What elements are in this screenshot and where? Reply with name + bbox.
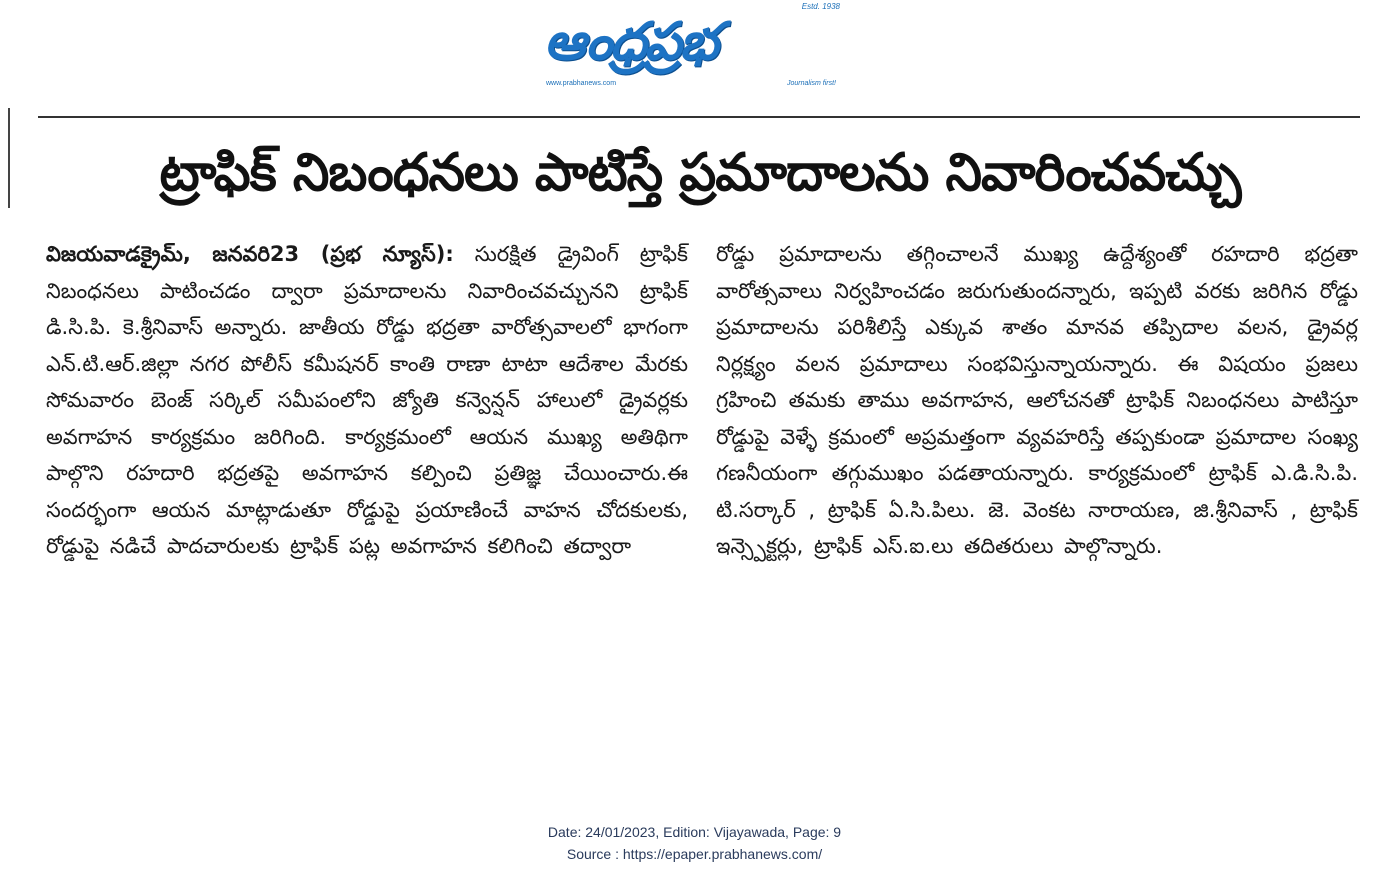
newspaper-logo: ఆంధ్రప్రభ xyxy=(544,12,717,72)
website-label: www.prabhanews.com xyxy=(546,80,617,87)
article-column-right xyxy=(716,236,1358,565)
article-dateline: విజయవాడక్రైమ్, జనవరి23 (ప్రభ న్యూస్): xyxy=(46,242,454,266)
edition-info: Date: 24/01/2023, Edition: Vijayawada, Page: 9 xyxy=(547,824,842,840)
column-rule-left xyxy=(8,108,10,208)
estd-label: Estd. 1938 xyxy=(801,2,840,11)
tagline: Journalism first! xyxy=(786,80,836,87)
article-column-left xyxy=(46,236,688,565)
headline-rule xyxy=(38,116,1360,118)
article-body-left: సురక్షిత డ్రైవింగ్ ట్రాఫిక్ నిబంధనలు పాటించడం ద్వారా ప్రమాదాలను నివారించవచ్చునని ట్రాఫిక్ డి.సి.పి. కె.శ్రీనివాస్ అన్నారు. జాతీయ రోడ్డు భద్రతా వారోత్సవాలలో భాగంగా ఎన్.టి.ఆర్.జిల్లా నగర పోలీస్ కమీషనర్ కాంతి రాణా టాటా ఆదేశాల మేరకు సోమవారం బెంజ్ సర్కిల్ సమీపంలోని జ్యోతి కన్వెన్షన్ హాలులో డ్రైవర్లకు అవగాహన కార్యక్రమం జరిగింది. కార్యక్రమంలో ఆయన ముఖ్య అతిథిగా పాల్గొని రహదారి భద్రతపై అవగాహన కల్పించి ప్రతిజ్ఞ చేయించారు.ఈ సందర్భంగా ఆయన మాట్లాడుతూ రోడ్డుపై ప్రయాణించే వాహన చోదకులకు, రోడ్డుపై నడిచే పాదచారులకు ట్రాఫిక్ పట్ల అవగాహన కలిగించి తద్వారా xyxy=(46,242,688,558)
article-body-right: రోడ్డు ప్రమాదాలను తగ్గించాలనే ముఖ్య ఉద్దేశ్యంతో రహదారి భద్రతా వారోత్సవాలు నిర్వహించడం జరుగుతుందన్నారు, ఇప్పటి వరకు జరిగిన రోడ్డు ప్రమాదాలను పరిశీలిస్తే ఎక్కువ శాతం మానవ తప్పిదాల వలన, డ్రైవర్ల నిర్లక్ష్యం వలన ప్రమాదాలు సంభవిస్తున్నాయన్నారు. ఈ విషయం ప్రజలు గ్రహించి తమకు తాము అవగాహన, ఆలోచనతో ట్రాఫిక్ నిబంధనలు పాటిస్తూ రోడ్డుపై వెళ్ళే క్రమంలో అప్రమత్తంగా వ్యవహరిస్తే తప్పకుండా ప్రమాదాల సంఖ్య గణనీయంగా తగ్గుముఖం పడతాయన్నారు. కార్యక్రమంలో ట్రాఫిక్ ఎ.డి.సి.పి. టి.సర్కార్ , ట్రాఫిక్ ఏ.సి.పిలు. జె. వెంకట నారాయణ, జి.శ్రీనివాస్ , ట్రాఫిక్ ఇన్స్పెక్టర్లు, ట్రాఫిక్ ఎస్.ఐ.లు తదితరులు పాల్గొన్నారు. xyxy=(716,242,1358,558)
masthead xyxy=(540,2,850,90)
article-headline: ట్రాఫిక్ నిబంధనలు పాటిస్తే ప్రమాదాలను నివారించవచ్చు xyxy=(159,143,1241,203)
source-info: Source : https://epaper.prabhanews.com/ xyxy=(566,846,823,862)
